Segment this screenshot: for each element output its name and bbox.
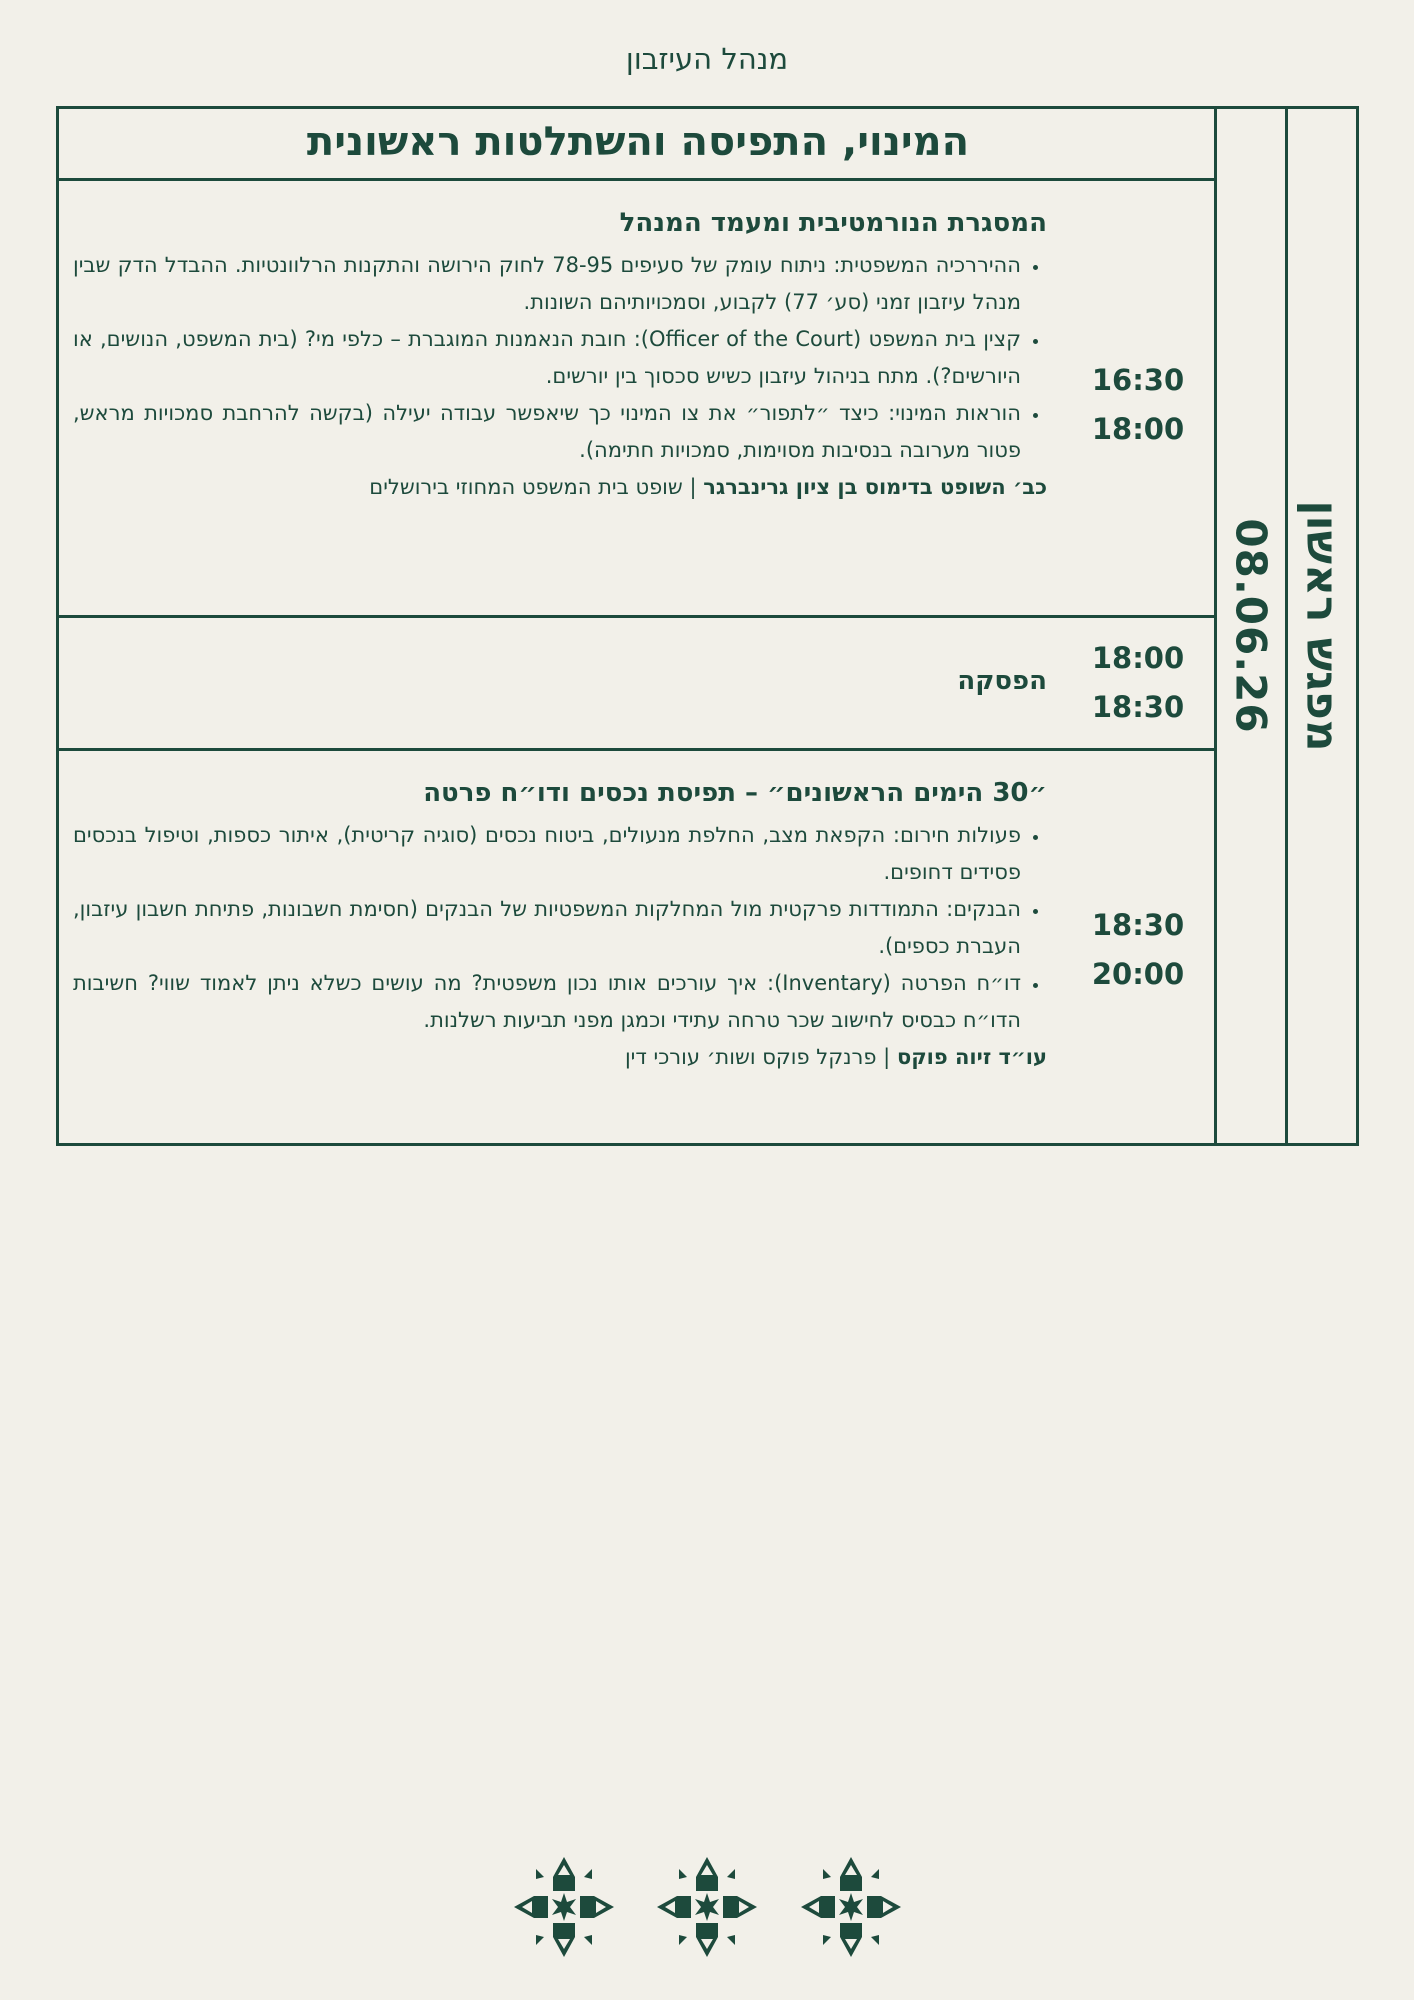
session-3-body — [73, 773, 1047, 1076]
session-3-speaker — [73, 1039, 1047, 1076]
session-1-start-time: 16:30 — [1091, 363, 1185, 397]
ornament-row — [512, 1855, 902, 1960]
session-3-time — [1073, 901, 1203, 999]
list-item: • הבנקים: התמודדות פרקטית מול המחלקות המשפטיות של הבנקים (חסימת חשבונות, פתיחת חשבון עיזבון, העברת כספים). — [73, 891, 1021, 965]
session-2-body — [73, 663, 1047, 700]
speaker-separator: | — [682, 475, 697, 499]
ornament-icon — [512, 1855, 616, 1959]
program-frame — [56, 106, 1359, 1146]
session-1-body — [73, 203, 1047, 506]
meeting-column — [1285, 109, 1356, 1143]
ornament-icon — [799, 1855, 903, 1959]
speaker-name: כב׳ השופט בדימוס בן ציון גרינברגר — [703, 475, 1047, 499]
speaker-role: שופט בית המשפט המחוזי בירושלים — [369, 475, 683, 499]
session-2-end-time: 18:30 — [1091, 690, 1185, 724]
session-2-start-time: 18:00 — [1091, 641, 1185, 675]
break-title: הפסקה — [957, 666, 1047, 696]
session-3-end-time: 20:00 — [1091, 957, 1185, 991]
speaker-role: פרנקל פוקס ושות׳ עורכי דין — [624, 1045, 877, 1069]
session-2 — [59, 618, 1217, 751]
list-item: • ההיררכיה המשפטית: ניתוח עומק של סעיפים 78-95 לחוק הירושה והתקנות הרלוונטיות. ההבדל הדק שבין מנהל עיזבון זמני (סע׳ 77) לקבוע, וסמכויותיהם השונות. — [73, 247, 1021, 321]
session-3-bullets — [73, 817, 1047, 1039]
speaker-name: עו״ד זיוה פוקס — [896, 1045, 1047, 1069]
page-top-title: מנהל העיזבון — [625, 42, 789, 76]
meeting-date: 08.06.26 — [1226, 518, 1276, 734]
session-3 — [59, 751, 1217, 1143]
speaker-separator: | — [876, 1045, 891, 1069]
session-1-end-time: 18:00 — [1091, 412, 1185, 446]
session-1 — [59, 181, 1217, 618]
list-item: • קצין בית המשפט (Officer of the Court): חובת הנאמנות המוגברת – כלפי מי? (בית המשפט, הנושים, או היורשים?). מתח בניהול עיזבון כשיש סכסוך בין יורשים. — [73, 321, 1021, 395]
session-1-title: המסגרת הנורמטיבית ומעמד המנהל — [619, 208, 1047, 238]
list-item: • פעולות חירום: הקפאת מצב, החלפת מנעולים, ביטוח נכסים (סוגיה קריטית), איתור כספות, וטיפול בנכסים פסידים דחופים. — [73, 817, 1021, 891]
session-3-title: ״30 הימים הראשונים״ – תפיסת נכסים ודו״ח פרטה — [423, 778, 1047, 808]
meeting-label: מפגש ראשון — [1296, 500, 1348, 752]
list-item: • דו״ח הפרטה (Inventary): איך עורכים אותו נכון משפטית? מה עושים כשלא ניתן לאמוד שווי? חשיבות הדו״ח כבסיס לחישוב שכר טרחה עתידי וכמגן מפני תביעות רשלנות. — [73, 965, 1021, 1039]
session-2-time — [1073, 634, 1203, 732]
list-item: • הוראות המינוי: כיצד ״לתפור״ את צו המינוי כך שיאפשר עבודה יעילה (בקשה להרחבת סמכויות מראש, פטור מערובה בנסיבות מסוימות, סמכויות חתימה). — [73, 395, 1021, 469]
session-1-speaker — [73, 469, 1047, 506]
content-area — [59, 109, 1217, 1143]
header-band — [59, 109, 1217, 181]
session-3-start-time: 18:30 — [1091, 908, 1185, 942]
session-1-bullets — [73, 247, 1047, 469]
session-1-time — [1073, 356, 1203, 454]
date-column — [1214, 109, 1285, 1143]
session-day-title: המינוי, התפיסה והשתלטות ראשונית — [306, 119, 970, 165]
ornament-icon — [655, 1855, 759, 1959]
